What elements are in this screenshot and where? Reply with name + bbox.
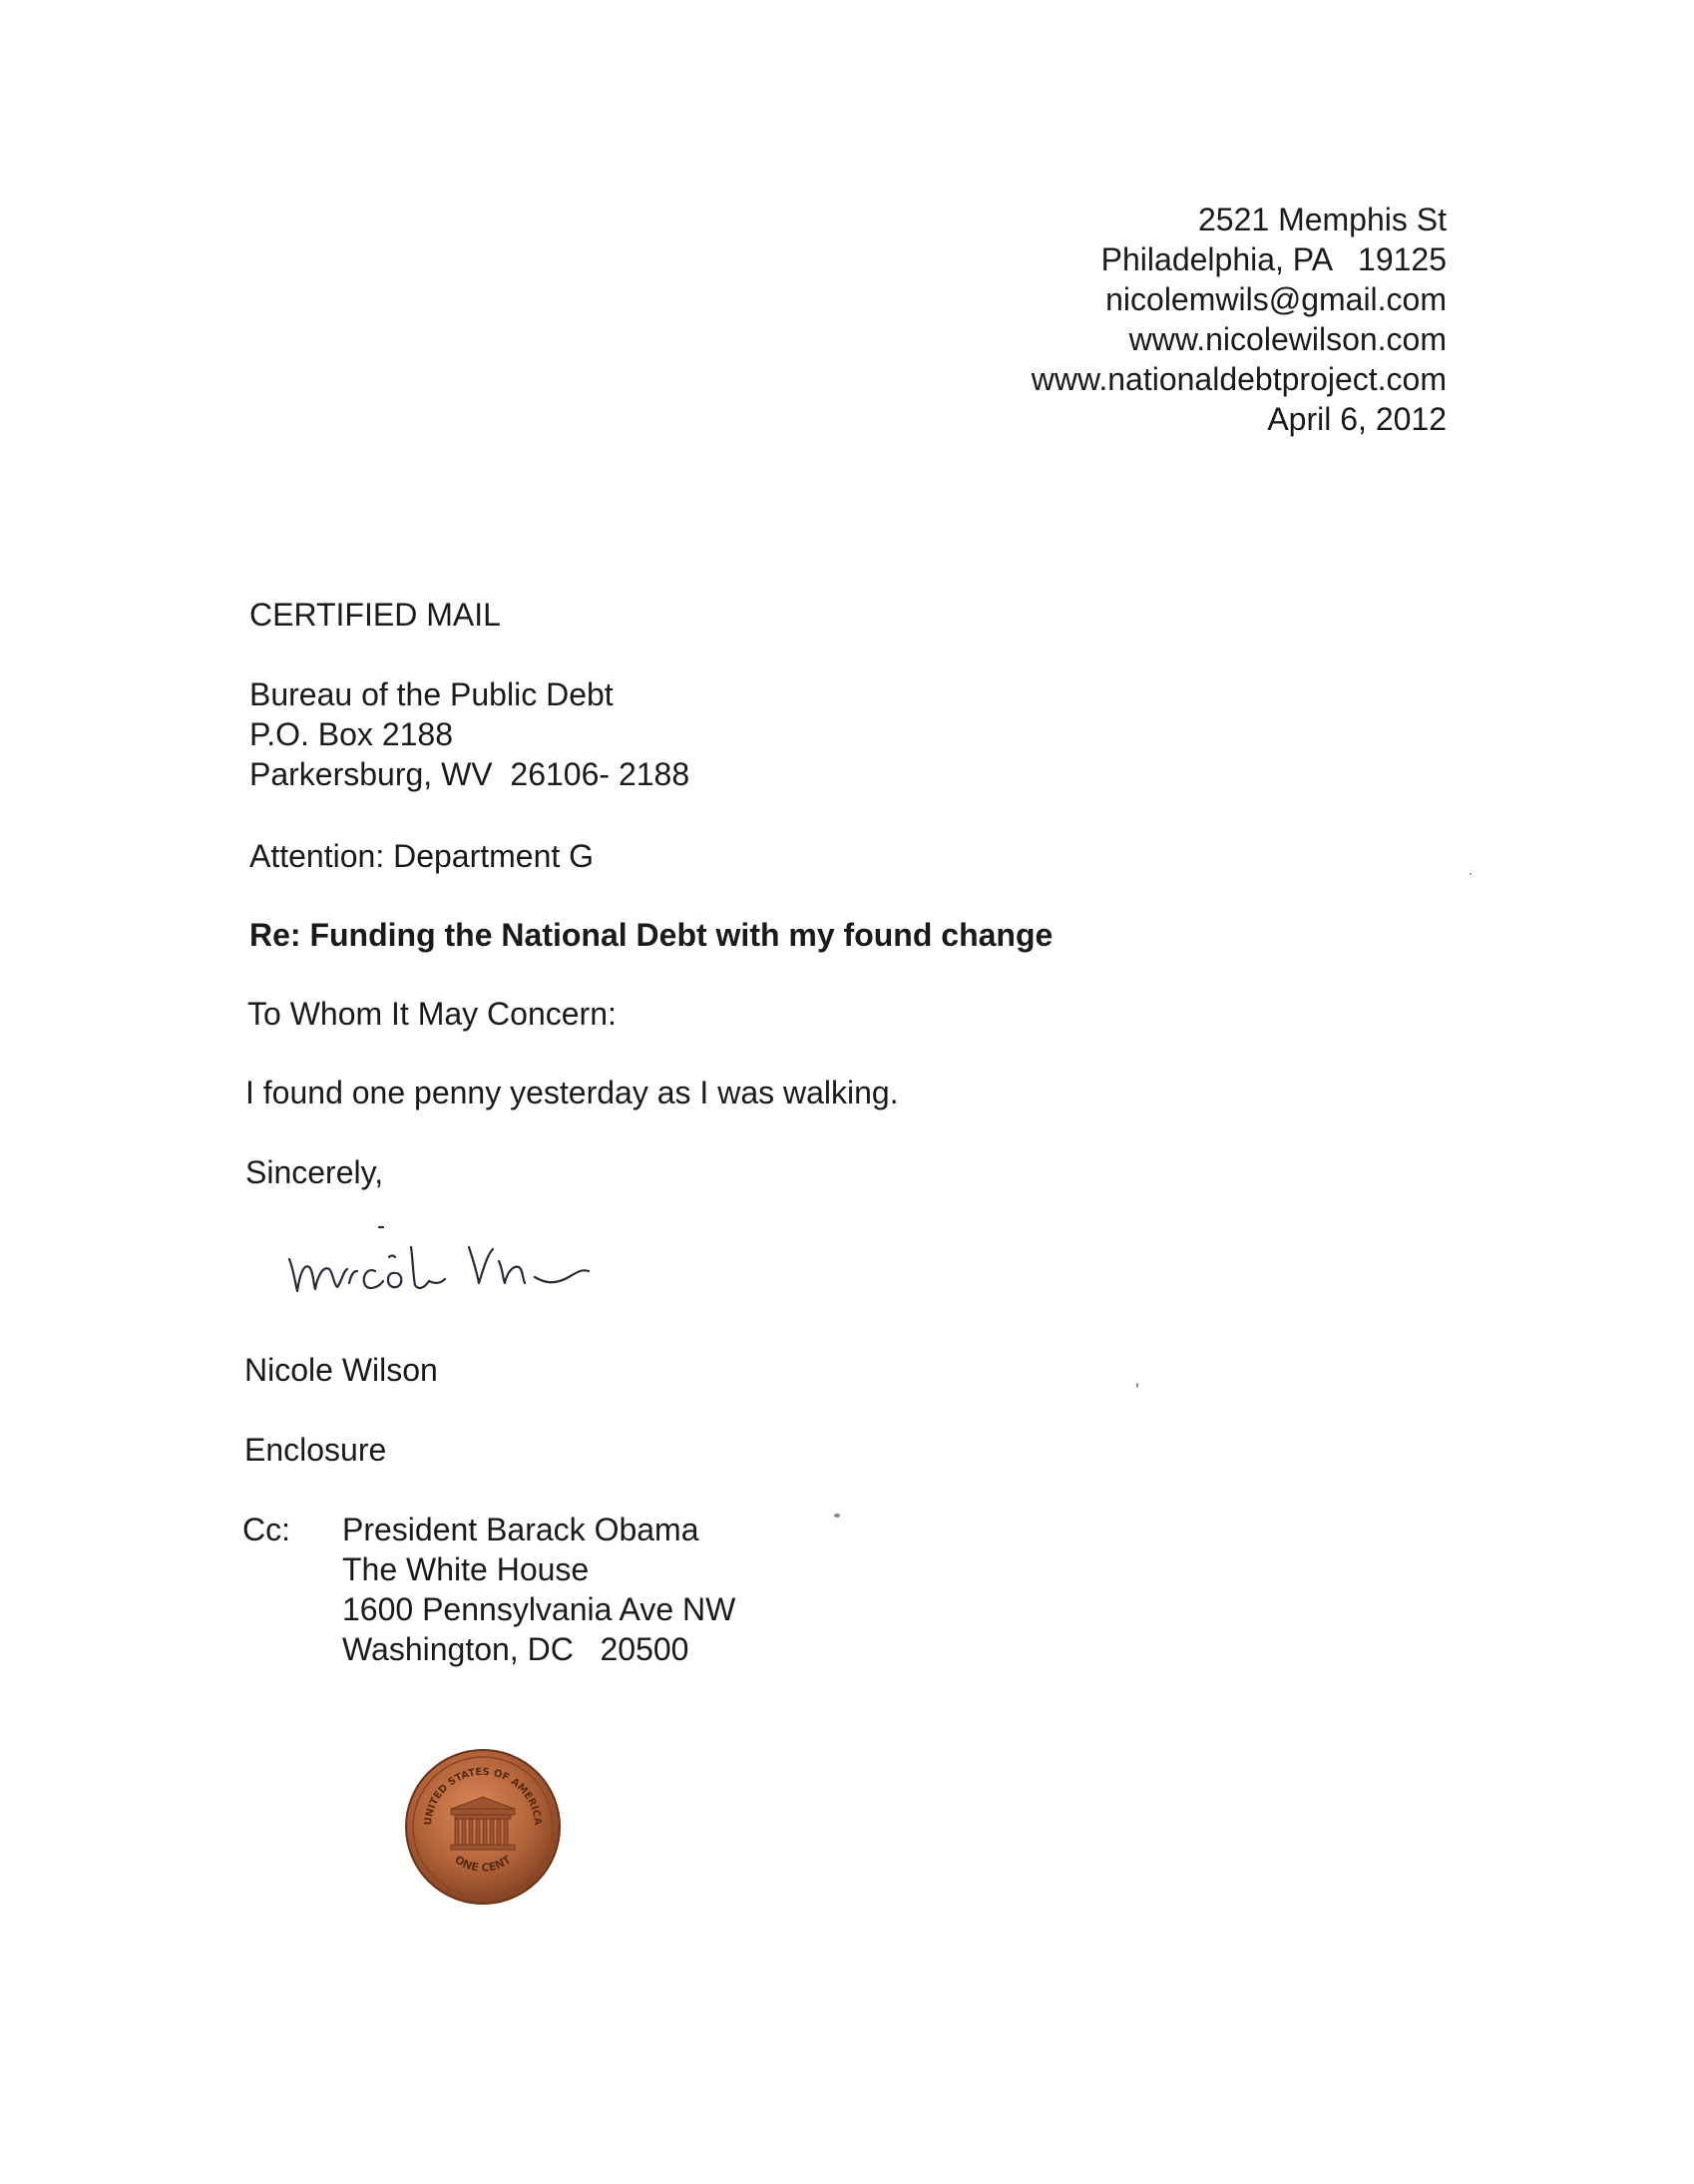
letter-body: I found one penny yesterday as I was walking. <box>245 1075 899 1110</box>
paper-speck <box>834 1514 840 1518</box>
cc-label: Cc: <box>242 1512 290 1547</box>
letter-date: April 6, 2012 <box>1267 401 1447 437</box>
attention-line: Attention: Department G <box>249 838 595 874</box>
penny-bottom-inscription: ONE CENT <box>452 1853 514 1875</box>
handwritten-signature <box>279 1187 678 1317</box>
sender-city: Philadelphia, PA 19125 <box>1100 241 1447 277</box>
recipient-box: P.O. Box 2188 <box>249 716 453 752</box>
penny-coin-image <box>403 1747 563 1907</box>
subject-line: Re: Funding the National Debt with my found change <box>249 917 1054 953</box>
cc-line: Washington, DC 20500 <box>342 1631 689 1667</box>
signer-name: Nicole Wilson <box>244 1352 438 1388</box>
sender-project-website: www.nationaldebtproject.com <box>1031 361 1447 397</box>
sender-website: www.nicolewilson.com <box>1128 321 1447 357</box>
recipient-city: Parkersburg, WV 26106- 2188 <box>249 756 690 792</box>
recipient-name: Bureau of the Public Debt <box>249 676 614 712</box>
closing: Sincerely, <box>245 1154 384 1190</box>
cc-line: The White House <box>342 1551 590 1587</box>
certified-mail-label: CERTIFIED MAIL <box>249 597 501 633</box>
paper-speck <box>1136 1383 1138 1388</box>
sender-street: 2521 Memphis St <box>1197 202 1447 237</box>
cc-line: President Barack Obama <box>342 1512 699 1547</box>
penny-top-inscription: UNITED STATES OF AMERICA <box>422 1766 544 1826</box>
sender-email: nicolemwils@gmail.com <box>1105 281 1447 317</box>
enclosure-label: Enclosure <box>244 1432 387 1468</box>
recipient-address <box>249 674 689 794</box>
salutation: To Whom It May Concern: <box>247 996 617 1032</box>
cc-line: 1600 Pennsylvania Ave NW <box>342 1591 736 1627</box>
cc-address <box>342 1510 735 1669</box>
sender-address <box>1032 200 1447 439</box>
paper-speck <box>1470 873 1472 875</box>
